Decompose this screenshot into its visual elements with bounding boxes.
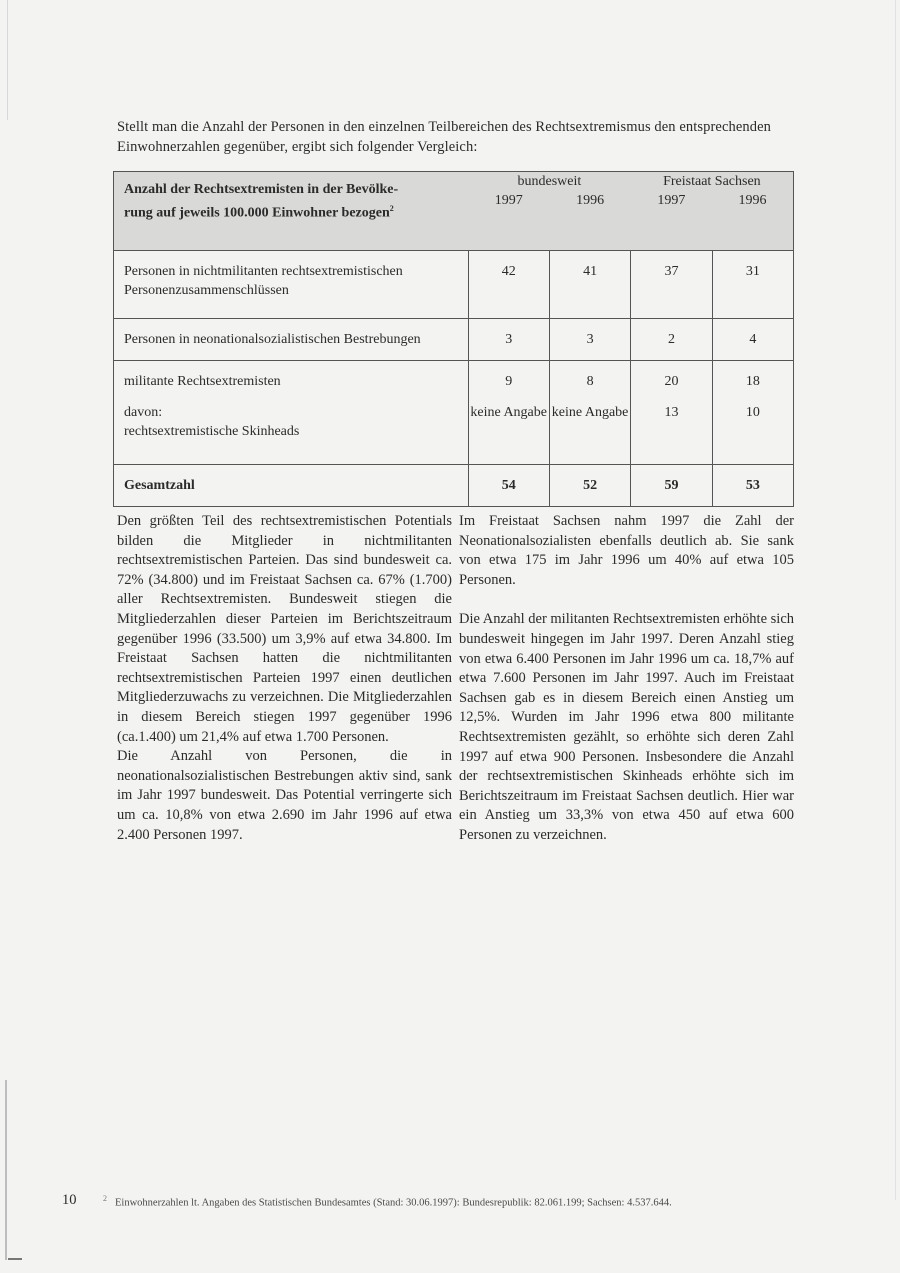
footnote (103, 1194, 672, 1209)
cell-value: 2 (631, 319, 712, 361)
total-value: 52 (549, 465, 630, 507)
cell-value: 13 (631, 403, 712, 465)
table-row (114, 251, 794, 319)
row-label: militante Rechtsextremisten (114, 361, 469, 403)
header-year: 1997 (494, 193, 523, 208)
cell-value: 42 (468, 251, 549, 319)
intro-paragraph: Stellt man die Anzahl der Personen in den einzelnen Teilbereichen des Rechtsextremismus den entsprechenden Einwohnerzahlen gegenüber, ergibt sich folgender Vergleich: (117, 119, 771, 155)
header-year: 1996 (738, 193, 767, 208)
cell-value: 10 (712, 403, 793, 465)
table-row (114, 403, 794, 465)
header-year: 1996 (576, 193, 605, 208)
table-header-row (114, 172, 794, 251)
total-value: 59 (631, 465, 712, 507)
paragraph: Die Anzahl der militanten Rechtsextremisten erhöhte sich bundesweit hingegen im Jahr 1997. Deren Anzahl stieg von etwa 6.400 Personen im Jahr 1996 um ca. 18,7% auf etwa 7.600 Personen im Jahr 1997. Auch im Freistaat Sachsen gab es in diesem Bereich einen Anstieg um 12,5%. Wurden im Jahr 1996 etwa 800 militante Rechtsextremisten gezählt, so erhöhte sich deren Zahl 1997 auf etwa 900 Personen. Insbesondere die Anzahl der rechtsextremistischen Skinheads erhöhte sich im Berichtszeitraum im Freistaat Sachsen deutlich. Hier war ein Anstieg um 33,3% von etwa 450 auf etwa 600 Personen zu verzeichnen. (459, 611, 795, 843)
footnote-mark: 2 (103, 1194, 107, 1203)
left-text-column (117, 512, 452, 845)
cell-value: 20 (631, 361, 712, 403)
table-row (114, 361, 794, 403)
scan-edge-left (7, 0, 8, 120)
paragraph: Im Freistaat Sachsen nahm 1997 die Zahl der Neonationalsozialisten ebenfalls deutlich ab. Sie sank von etwa 175 im Jahr 1996 um 40% auf etwa 105 Personen. (459, 513, 794, 588)
table-row (114, 319, 794, 361)
total-value: 53 (712, 465, 793, 507)
paragraph: Den größten Teil des rechtsextremistischen Potentials bilden die Mitglieder in nichtmilitanten rechtsextremistischen Parteien. Das sind bundesweit ca. 72% (34.800) und im Freistaat Sachsen ca. 67% (1.700) aller Rechtsextremisten. Bundesweit stiegen die Mitgliederzahlen dieser Parteien im Berichtszeitraum gegenüber 1996 (33.500) um 3,9% auf etwa 34.800. Im Freistaat Sachsen hatten die nichtmilitanten rechtsextremistischen Parteien 1997 einen deutlichen Mitgliederzuwachs zu verzeichnen. Die Mitgliederzahlen in diesem Bereich stiegen 1997 gegenüber 1996 (ca.1.400) um 21,4% auf etwa 1.700 Personen. (117, 513, 452, 745)
header-year: 1997 (657, 193, 686, 208)
cell-value: 31 (712, 251, 793, 319)
header-group-sachsen: Freistaat Sachsen 1997 1996 (631, 172, 794, 251)
cell-value: 37 (631, 251, 712, 319)
row-label: Personen in neonationalsozialistischen Bestrebungen (114, 319, 469, 361)
comparison-table (113, 171, 794, 507)
cell-value: 8 (549, 361, 630, 403)
table-header-label: Anzahl der Rechtsextremisten in der Bevölke- rung auf jeweils 100.000 Einwohner bezogen$^2$ (114, 172, 469, 251)
cell-value: keine Angabe (549, 403, 630, 465)
row-label: Personen in nichtmilitanten rechtsextremistischen Personenzusammenschlüssen (114, 251, 469, 319)
cell-value: 41 (549, 251, 630, 319)
total-label: Gesamtzahl (114, 465, 469, 507)
cell-value: 3 (549, 319, 630, 361)
header-group-bundesweit: bundesweit 1997 1996 (468, 172, 631, 251)
scan-edge-left-lower (5, 1080, 7, 1260)
table-total-row (114, 465, 794, 507)
footnote-text: Einwohnerzahlen lt. Angaben des Statistischen Bundesamtes (Stand: 30.06.1997): Bundesrepublik: 82.061.199; Sachsen: 4.537.644. (115, 1197, 672, 1209)
scan-edge-right (895, 0, 896, 1200)
footnote-reference: 2 (389, 204, 394, 213)
right-text-column (459, 512, 794, 866)
row-label: davon: rechtsextremistische Skinheads (124, 404, 300, 439)
cell-value: keine Angabe (468, 403, 549, 465)
scan-corner-mark (8, 1258, 22, 1260)
cell-value: 4 (712, 319, 793, 361)
page-number: 10 (62, 1192, 77, 1208)
paragraph: Die Anzahl von Personen, die in neonationalsozialistischen Bestrebungen aktiv sind, sank im Jahr 1997 bundesweit. Das Potential verringerte sich um ca. 10,8% von etwa 2.690 im Jahr 1996 auf etwa 2.400 Personen 1997. (117, 748, 452, 843)
cell-value: 9 (468, 361, 549, 403)
cell-value: 18 (712, 361, 793, 403)
total-value: 54 (468, 465, 549, 507)
cell-value: 3 (468, 319, 549, 361)
